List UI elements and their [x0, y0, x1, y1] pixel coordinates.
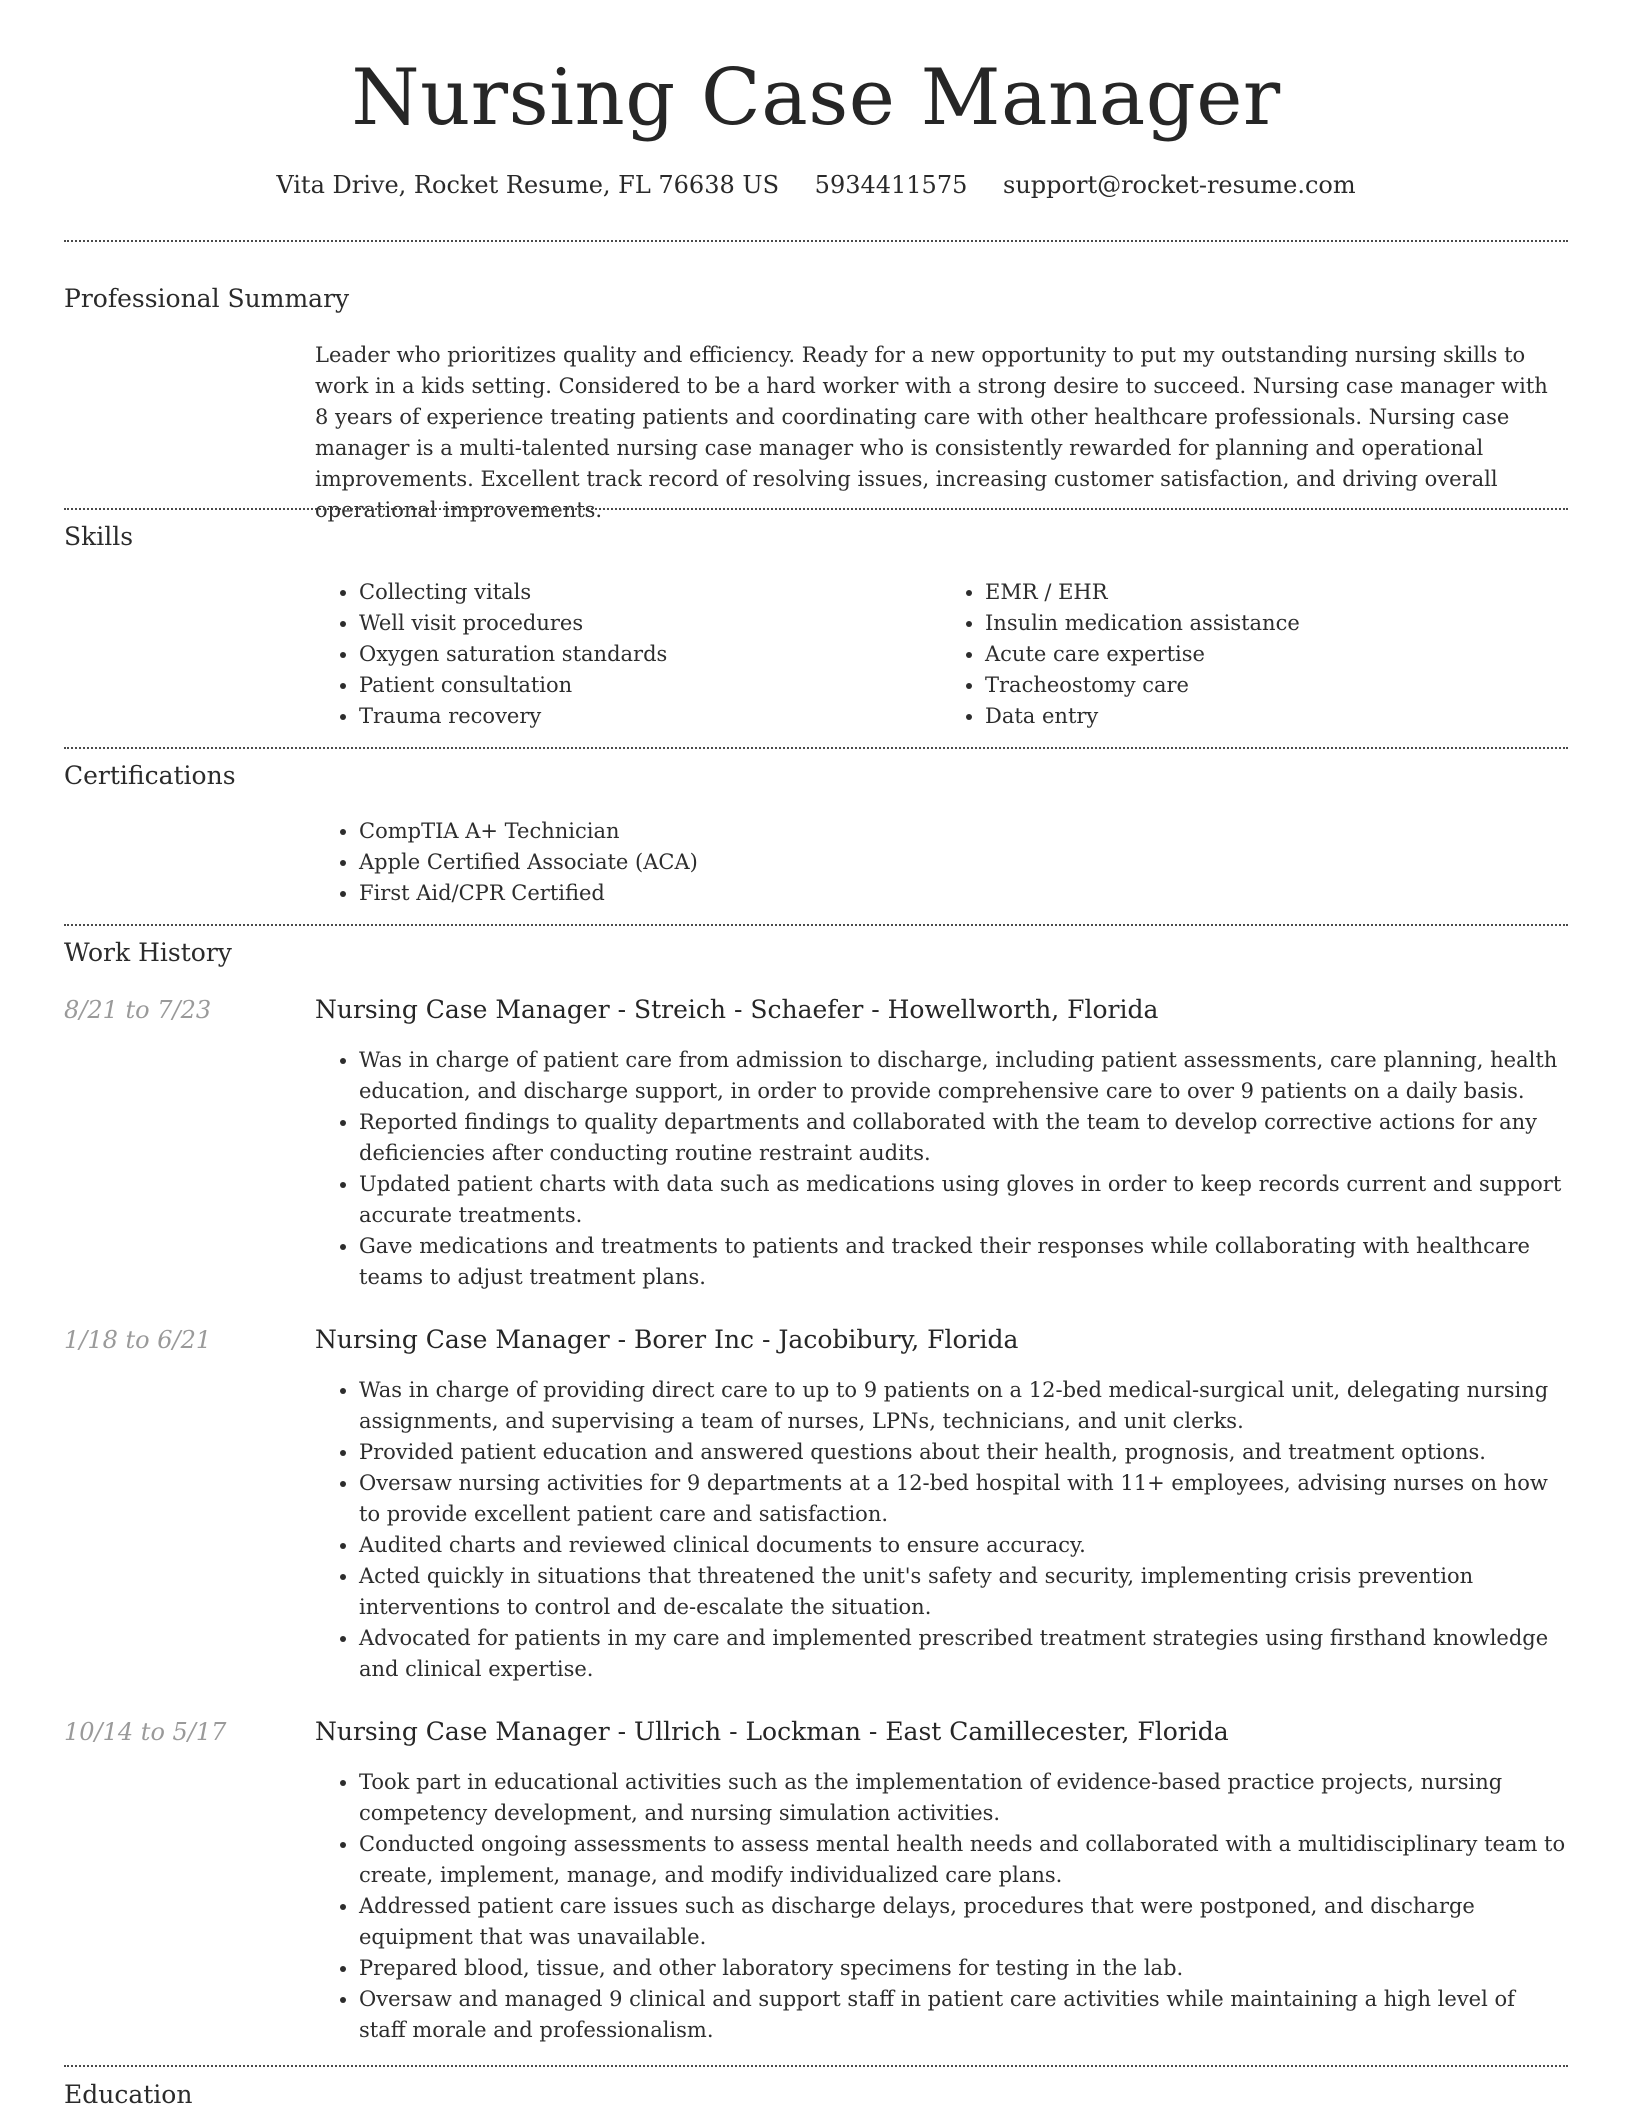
section-divider: [64, 508, 1568, 510]
job-bullet: • Was in charge of patient care from admission to discharge, including patient assessments, care planning, health education, and discharge support, in order to provide comprehensive care to over 9 patients on a daily basis.: [359, 1045, 1567, 1107]
job-dates: 10/14 to 5/17: [64, 1718, 227, 1746]
job-bullet: • Acted quickly in situations that threatened the unit's safety and security, implementing crisis prevention interventions to control and de-escalate the situation.: [359, 1561, 1567, 1623]
certifications-section: [315, 816, 1567, 909]
contact-email: support@rocket-resume.com: [1003, 171, 1356, 199]
job-bullet: • Oversaw and managed 9 clinical and support staff in patient care activities while maintaining a high level of staff morale and professionalism.: [359, 1984, 1567, 2046]
summary-section: [315, 340, 1567, 526]
section-divider: [64, 2065, 1568, 2067]
skill-item: • Insulin medication assistance: [985, 608, 1567, 639]
skill-item: • Tracheostomy care: [985, 670, 1567, 701]
job-bullet: • Was in charge of providing direct care to up to 9 patients on a 12-bed medical-surgical unit, delegating nursing assignments, and supervising a team of nurses, LPNs, technicians, and unit clerks.: [359, 1375, 1567, 1437]
skills-list-left: [315, 577, 941, 732]
skill-item: • Data entry: [985, 701, 1567, 732]
job-bullet: • Updated patient charts with data such as medications using gloves in order to keep records current and support accurate treatments.: [359, 1169, 1567, 1231]
education-heading: Education: [64, 2080, 193, 2109]
skills-heading: Skills: [64, 522, 134, 551]
certification-item: • First Aid/CPR Certified: [359, 878, 1567, 909]
job-title: Nursing Case Manager - Borer Inc - Jacobibury, Florida: [315, 1325, 1019, 1354]
resume-header: [64, 48, 1568, 202]
contact-phone: 5934411575: [814, 171, 968, 199]
certification-item: • Apple Certified Associate (ACA): [359, 847, 1567, 878]
skills-list-right: [941, 577, 1567, 732]
job-title: Nursing Case Manager - Ullrich - Lockman - East Camillecester, Florida: [315, 1717, 1229, 1746]
job-bullet: • Prepared blood, tissue, and other laboratory specimens for testing in the lab.: [359, 1953, 1567, 1984]
job-dates: 8/21 to 7/23: [64, 996, 212, 1024]
skill-item: • Well visit procedures: [359, 608, 941, 639]
job-title: Nursing Case Manager - Streich - Schaefer - Howellworth, Florida: [315, 995, 1159, 1024]
skill-item: • EMR / EHR: [985, 577, 1567, 608]
job-bullet: • Took part in educational activities such as the implementation of evidence-based practice projects, nursing competency development, and nursing simulation activities.: [359, 1767, 1567, 1829]
summary-heading: Professional Summary: [64, 284, 350, 313]
section-divider: [64, 747, 1568, 749]
section-divider: [64, 240, 1568, 242]
certifications-list: [315, 816, 1567, 909]
skill-item: • Acute care expertise: [985, 639, 1567, 670]
skill-item: • Trauma recovery: [359, 701, 941, 732]
work-history-heading: Work History: [64, 938, 232, 967]
job-bullet: • Conducted ongoing assessments to assess mental health needs and collaborated with a multidisciplinary team to create, implement, manage, and modify individualized care plans.: [359, 1829, 1567, 1891]
contact-line: [64, 168, 1568, 202]
job-bullets: [315, 1045, 1567, 1293]
candidate-name: Nursing Case Manager: [351, 53, 1281, 143]
job-bullet: • Oversaw nursing activities for 9 departments at a 12-bed hospital with 11+ employees, advising nurses on how to provide excellent patient care and satisfaction.: [359, 1468, 1567, 1530]
certification-item: • CompTIA A+ Technician: [359, 816, 1567, 847]
skill-item: • Collecting vitals: [359, 577, 941, 608]
job-bullets: [315, 1767, 1567, 2046]
skill-item: • Patient consultation: [359, 670, 941, 701]
contact-address: Vita Drive, Rocket Resume, FL 76638 US: [276, 171, 780, 199]
skills-section: [315, 577, 1567, 732]
skill-item: • Oxygen saturation standards: [359, 639, 941, 670]
job-bullet: • Gave medications and treatments to patients and tracked their responses while collaborating with healthcare teams to adjust treatment plans.: [359, 1231, 1567, 1293]
job-dates: 1/18 to 6/21: [64, 1326, 212, 1354]
job-bullets: [315, 1375, 1567, 1685]
summary-text: Leader who prioritizes quality and efficiency. Ready for a new opportunity to put my outstanding nursing skills to work in a kids setting. Considered to be a hard worker with a strong desire to succeed. Nursing case manager with 8 years of experience treating patients and coordinating care with other healthcare professionals. Nursing case manager is a multi-talented nursing case manager who is consistently rewarded for planning and operational improvements. Excellent track record of resolving issues, increasing customer satisfaction, and driving overall operational improvements.: [315, 343, 1548, 522]
job-bullet: • Audited charts and reviewed clinical documents to ensure accuracy.: [359, 1530, 1567, 1561]
job-bullet: • Provided patient education and answered questions about their health, prognosis, and treatment options.: [359, 1437, 1567, 1468]
job-bullet: • Reported findings to quality departments and collaborated with the team to develop corrective actions for any deficiencies after conducting routine restraint audits.: [359, 1107, 1567, 1169]
job-bullet: • Addressed patient care issues such as discharge delays, procedures that were postponed, and discharge equipment that was unavailable.: [359, 1891, 1567, 1953]
certifications-heading: Certifications: [64, 761, 236, 790]
job-bullet: • Advocated for patients in my care and implemented prescribed treatment strategies using firsthand knowledge and clinical expertise.: [359, 1623, 1567, 1685]
section-divider: [64, 924, 1568, 926]
